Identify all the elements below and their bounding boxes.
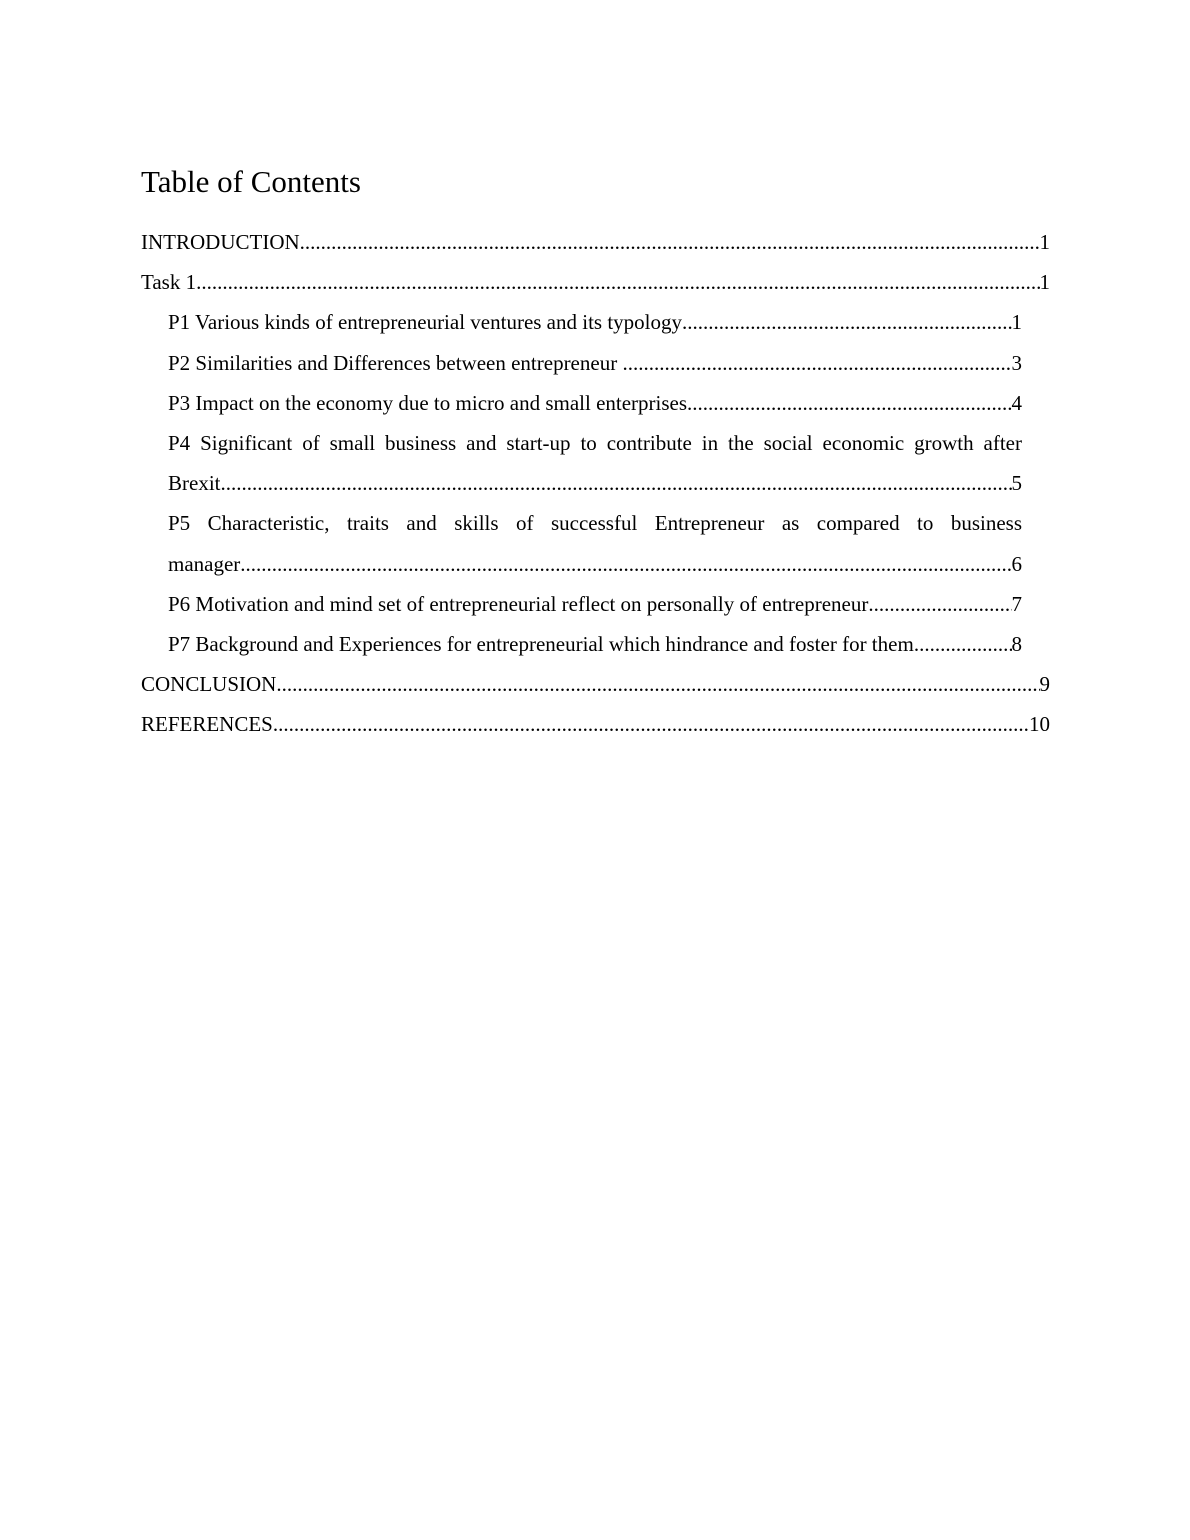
toc-page-number: 8: [1011, 632, 1022, 657]
toc-page-number: 7: [1011, 591, 1022, 616]
toc-entry-label: CONCLUSION: [141, 672, 277, 697]
dot-leader: [687, 383, 1011, 423]
toc-entry-p3[interactable]: [168, 383, 1022, 423]
dot-leader: [914, 624, 1012, 664]
toc-entry-label: Task 1: [141, 270, 197, 295]
toc-entry-introduction[interactable]: [141, 222, 1050, 262]
toc-page-number: 5: [1011, 471, 1022, 496]
toc-entry-p4[interactable]: [168, 423, 1022, 503]
toc-entry-label: REFERENCES: [141, 712, 273, 737]
toc-page-number: 1: [1011, 310, 1022, 335]
toc-page-number: 1: [1039, 270, 1050, 295]
toc-entry-p2[interactable]: [168, 343, 1022, 383]
toc-entry-label-line-2: manager: [168, 551, 241, 576]
dot-leader: [300, 222, 1040, 262]
toc-page-number: 6: [1011, 551, 1022, 576]
toc-entry-p7[interactable]: [168, 624, 1022, 664]
toc-page-number: 4: [1011, 390, 1022, 415]
toc-page-number: 10: [1029, 712, 1050, 737]
toc-entry-label: P2 Similarities and Differences between entrepreneur: [168, 350, 623, 375]
toc-page-number: 1: [1039, 230, 1050, 254]
dot-leader: [240, 544, 1011, 584]
dot-leader: [196, 262, 1039, 302]
toc-title: Table of Contents: [141, 164, 361, 199]
dot-leader: [221, 463, 1012, 503]
toc-entry-label-line-1: P5 Characteristic, traits and skills of successful Entrepreneur as compared to business: [168, 511, 1022, 536]
dot-leader: [868, 584, 1011, 624]
dot-leader: [276, 664, 1039, 704]
toc-entry-label: INTRODUCTION: [141, 230, 300, 254]
toc-entry-label: P6 Motivation and mind set of entrepreneurial reflect on personally of entrepreneur: [168, 591, 869, 616]
toc-entry-label: P3 Impact on the economy due to micro and small enterprises: [168, 390, 688, 415]
toc-entry-task-1[interactable]: [141, 262, 1050, 302]
toc-entry-label-line-1: P4 Significant of small business and start-up to contribute in the social economic growth after: [168, 431, 1022, 456]
toc-entry-label: P7 Background and Experiences for entrepreneurial which hindrance and foster for them: [168, 632, 914, 657]
toc-entry-p1[interactable]: [168, 302, 1022, 342]
toc-entry-conclusion[interactable]: [141, 664, 1050, 704]
toc-entry-label: P1 Various kinds of entrepreneurial ventures and its typology: [168, 310, 683, 335]
dot-leader: [622, 343, 1011, 383]
table-of-contents: [141, 222, 1050, 745]
toc-entry-p6[interactable]: [168, 584, 1022, 624]
dot-leader: [273, 704, 1029, 744]
toc-entry-references[interactable]: [141, 704, 1050, 744]
toc-entry-p5[interactable]: [168, 503, 1022, 583]
toc-page-number: 9: [1039, 672, 1050, 697]
toc-page-number: 3: [1011, 350, 1022, 375]
dot-leader: [682, 302, 1011, 342]
toc-entry-label-line-2: Brexit: [168, 471, 221, 496]
